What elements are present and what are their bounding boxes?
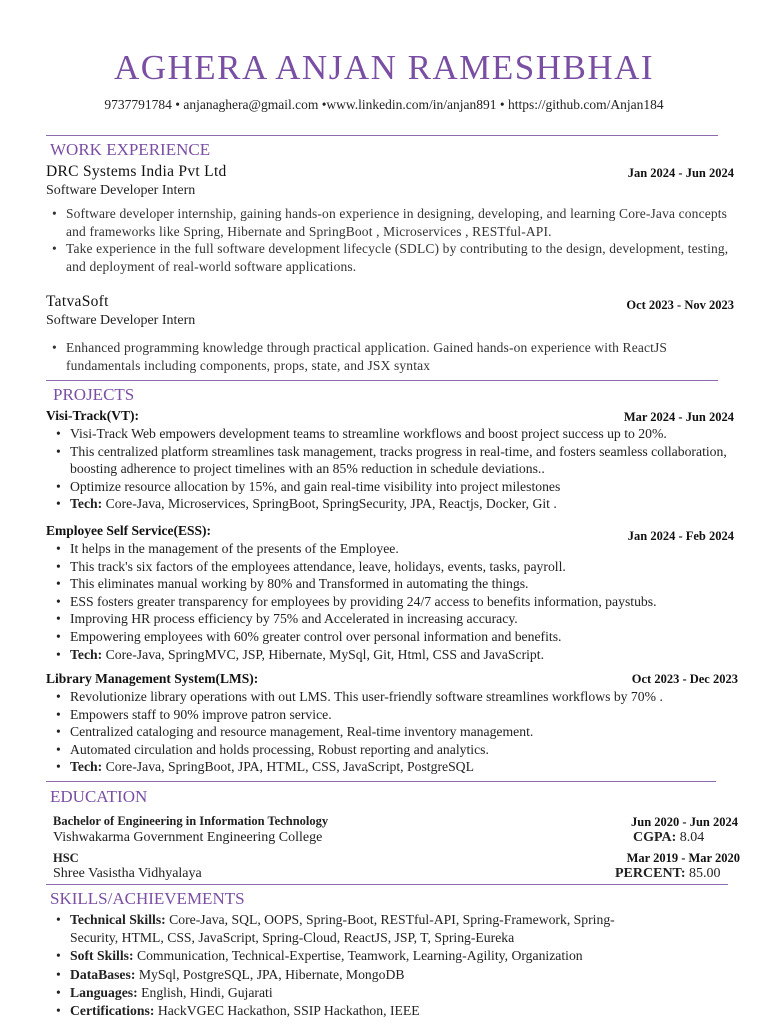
skill-value: English, Hindi, Gujarati: [137, 984, 273, 1000]
education-school: Shree Vasistha Vidhyalaya: [53, 866, 202, 881]
education-degree: Bachelor of Engineering in Information Technology: [53, 814, 329, 828]
education-date: Jun 2020 - Jun 2024: [631, 815, 738, 829]
skill-value: HackVGEC Hackathon, SSIP Hackathon, IEEE: [154, 1003, 420, 1019]
list-item: • Empowers staff to 90% improve patron service.: [50, 706, 750, 724]
list-item: • Optimize resource allocation by 15%, and gain real-time visibility into project milestones: [50, 478, 750, 496]
job-date: Jan 2024 - Jun 2024: [627, 166, 734, 180]
list-item: • Enhanced programming knowledge through practical application. Gained hands-on experience with ReactJS fundamentals including components, props, state, and JSX syntax: [46, 339, 736, 374]
section-divider: [46, 781, 716, 782]
list-item: • This eliminates manual working by 80% and Transformed in automating the things.: [50, 575, 750, 593]
score-value: 8.04: [676, 830, 705, 845]
project-bullets: [50, 688, 750, 776]
work-experience-heading: WORK EXPERIENCE: [50, 140, 211, 159]
list-item-tech: [50, 646, 750, 664]
project-bullets: [50, 425, 750, 513]
tech-label: Tech:: [70, 759, 103, 775]
job-company: DRC Systems India Pvt Ltd: [46, 163, 227, 180]
project-title: Visi-Track(VT):: [46, 408, 139, 423]
skill-item: [46, 947, 646, 965]
score-value: 85.00: [685, 866, 721, 881]
list-item: • Centralized cataloging and resource management, Real-time inventory management.: [50, 723, 750, 741]
list-item: • Take experience in the full software development lifecycle (SDLC) by contributing to the design, development, testing, and deployment of real-world software applications.: [46, 240, 736, 275]
job-date: Oct 2023 - Nov 2023: [626, 298, 734, 312]
job-role: Software Developer Intern: [46, 313, 196, 328]
tech-value: Core-Java, Microservices, SpringBoot, SpringSecurity, JPA, Reactjs, Docker, Git .: [105, 496, 557, 512]
project-title: Library Management System(LMS):: [46, 671, 259, 686]
project-date: Oct 2023 - Dec 2023: [631, 672, 738, 686]
list-item-tech: [50, 495, 750, 513]
education-score: [615, 865, 721, 882]
skill-item: [46, 1002, 646, 1020]
project-bullets: [50, 540, 750, 663]
skill-item: [46, 984, 646, 1002]
skill-item: [46, 911, 646, 947]
section-divider: [46, 380, 718, 381]
list-item: • Empowering employees with 60% greater control over personal information and benefits.: [50, 628, 750, 646]
skills-list: [46, 911, 646, 1020]
skill-label: DataBases:: [70, 966, 136, 982]
job-bullets: [46, 339, 736, 374]
contact-line: 9737791784 • anjanaghera@gmail.com •www.linkedin.com/in/anjan891 • https://github.com/Anjan184: [104, 97, 664, 112]
list-item: • Automated circulation and holds processing, Robust reporting and analytics.: [50, 741, 750, 759]
project-title: Employee Self Service(ESS):: [46, 523, 211, 538]
projects-heading: PROJECTS: [53, 385, 135, 404]
list-item-tech: [50, 758, 750, 776]
education-score: [633, 829, 704, 846]
skill-value: MySql, PostgreSQL, JPA, Hibernate, MongoDB: [135, 966, 405, 982]
tech-label: Tech:: [70, 646, 103, 662]
list-item: • It helps in the management of the presents of the Employee.: [50, 540, 750, 558]
skills-heading: SKILLS/ACHIEVEMENTS: [50, 889, 245, 908]
job-role: Software Developer Intern: [46, 183, 196, 198]
skill-label: Technical Skills:: [70, 912, 166, 927]
tech-value: Core-Java, SpringMVC, JSP, Hibernate, MySql, Git, Html, CSS and JavaScript.: [105, 646, 544, 662]
list-item: • This centralized platform streamlines task management, tracks progress in real-time, and fosters seamless collaboration, boosting adherence to project timelines with an 85% reduction in schedule deviations..: [50, 443, 750, 478]
tech-value: Core-Java, SpringBoot, JPA, HTML, CSS, JavaScript, PostgreSQL: [105, 759, 474, 775]
tech-label: Tech:: [70, 496, 103, 512]
skill-label: Soft Skills:: [70, 948, 134, 964]
skill-label: Certifications:: [70, 1003, 155, 1019]
skill-value: Communication, Technical-Expertise, Teamwork, Learning-Agility, Organization: [133, 948, 583, 964]
list-item: • Visi-Track Web empowers development teams to streamline workflows and boost project success up to 20%.: [50, 425, 750, 443]
section-divider: [46, 135, 718, 136]
skill-label: Languages:: [70, 984, 138, 1000]
list-item: • Software developer internship, gaining hands-on experience in designing, developing, and learning Core-Java concepts and frameworks like Spring, Hibernate and SpringBoot , Microservices , RESTful-API.: [46, 205, 736, 240]
skill-value: Core-Java, SQL, OOPS, Spring-Boot, RESTful-API, Spring-Framework, Spring-Security, HTML, CSS, JavaScript, Spring-Cloud, ReactJS, JSP, T, Spring-Eureka: [70, 912, 615, 946]
education-heading: EDUCATION: [50, 787, 148, 806]
project-date: Mar 2024 - Jun 2024: [623, 410, 734, 424]
skill-item: [46, 966, 646, 984]
candidate-name: AGHERA ANJAN RAMESHBHAI: [113, 48, 655, 87]
list-item: • This track's six factors of the employees attendance, leave, holidays, events, tasks, payroll.: [50, 558, 750, 576]
education-degree: HSC: [53, 851, 79, 865]
education-school: Vishwakarma Government Engineering College: [53, 830, 323, 845]
section-divider: [46, 884, 728, 885]
project-date: Jan 2024 - Feb 2024: [627, 529, 734, 543]
job-bullets: [46, 205, 736, 275]
job-company: TatvaSoft: [46, 293, 109, 310]
score-label: PERCENT:: [615, 866, 686, 881]
list-item: • Improving HR process efficiency by 75% and Accelerated in increasing accuracy.: [50, 610, 750, 628]
education-date: Mar 2019 - Mar 2020: [626, 851, 740, 865]
list-item: • ESS fosters greater transparency for employees by providing 24/7 access to benefits information, paystubs.: [50, 593, 750, 611]
list-item: • Revolutionize library operations with out LMS. This user-friendly software streamlines workflows by 70% .: [50, 688, 750, 706]
score-label: CGPA:: [633, 830, 677, 845]
